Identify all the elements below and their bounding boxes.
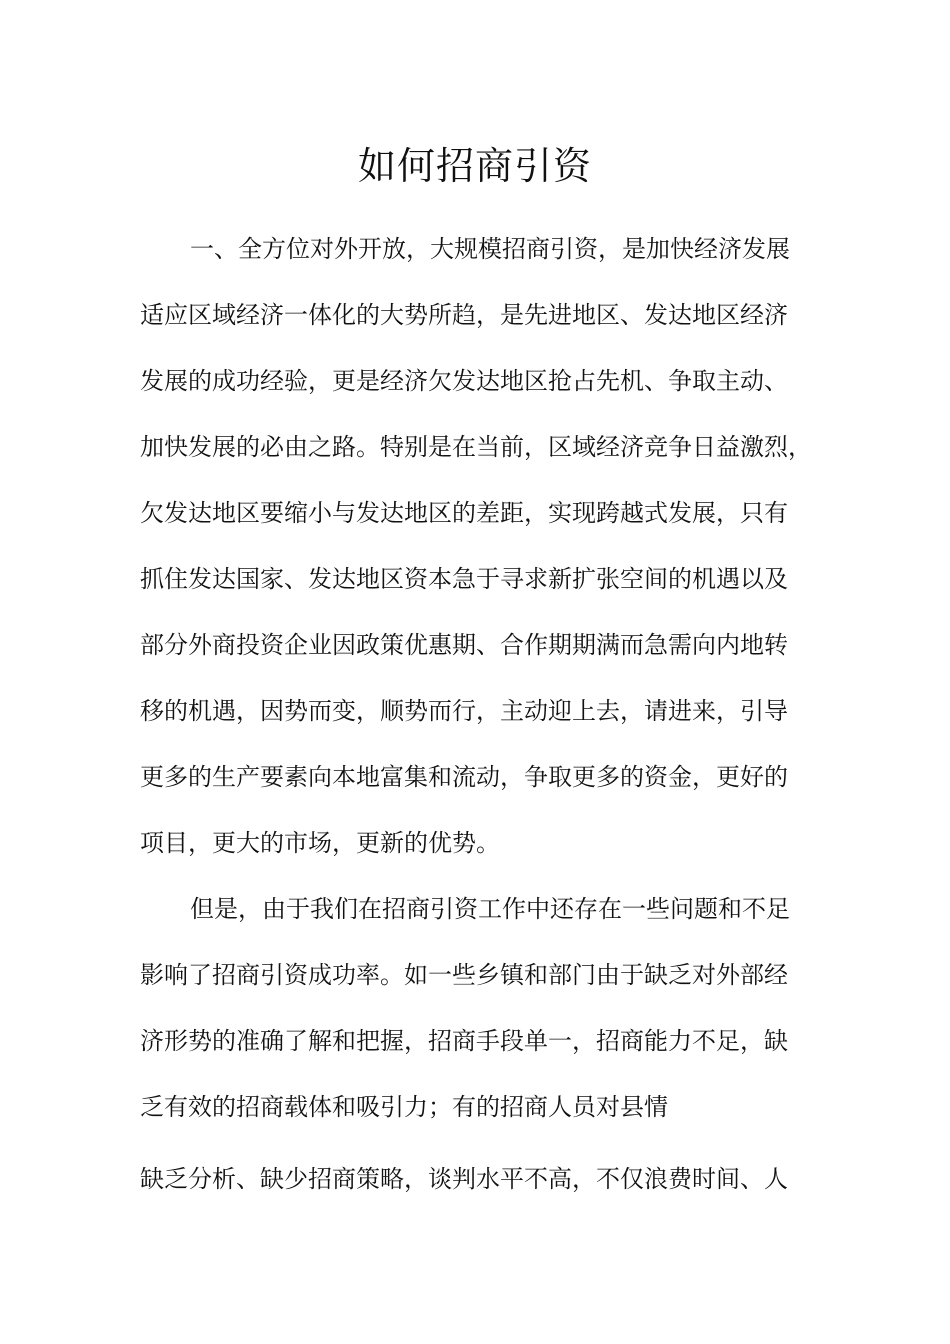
paragraph-2-line-3: 济形势的准确了解和把握，招商手段单一，招商能力不足，缺: [140, 1027, 788, 1055]
paragraph-1-line-5: 欠发达地区要缩小与发达地区的差距，实现跨越式发展，只有: [140, 499, 788, 527]
paragraph-1-line-4: 加快发展的必由之路。特别是在当前，区域经济竞争日益激烈，: [140, 433, 812, 461]
paragraph-1-line-1: 一、全方位对外开放，大规模招商引资，是加快经济发展: [190, 235, 790, 263]
paragraph-1-line-10: 项目，更大的市场，更新的优势。: [140, 829, 500, 857]
paragraph-1-line-7: 部分外商投资企业因政策优惠期、合作期期满而急需向内地转: [140, 631, 788, 659]
paragraph-1-line-3: 发展的成功经验，更是经济欠发达地区抢占先机、争取主动、: [140, 367, 788, 395]
paragraph-1-line-9: 更多的生产要素向本地富集和流动，争取更多的资金，更好的: [140, 763, 788, 791]
paragraph-3-line-1: 缺乏分析、缺少招商策略，谈判水平不高，不仅浪费时间、人: [140, 1165, 788, 1193]
paragraph-1-line-6: 抓住发达国家、发达地区资本急于寻求新扩张空间的机遇以及: [140, 565, 788, 593]
document-title: 如何招商引资: [357, 144, 592, 188]
paragraph-1-line-2: 适应区域经济一体化的大势所趋，是先进地区、发达地区经济: [140, 301, 788, 329]
paragraph-2-line-4: 乏有效的招商载体和吸引力；有的招商人员对县情: [140, 1093, 668, 1121]
paragraph-2-line-1: 但是，由于我们在招商引资工作中还存在一些问题和不足: [190, 895, 790, 923]
paragraph-2-line-2: 影响了招商引资成功率。如一些乡镇和部门由于缺乏对外部经: [140, 961, 788, 989]
paragraph-1-line-8: 移的机遇，因势而变，顺势而行，主动迎上去，请进来，引导: [140, 697, 788, 725]
